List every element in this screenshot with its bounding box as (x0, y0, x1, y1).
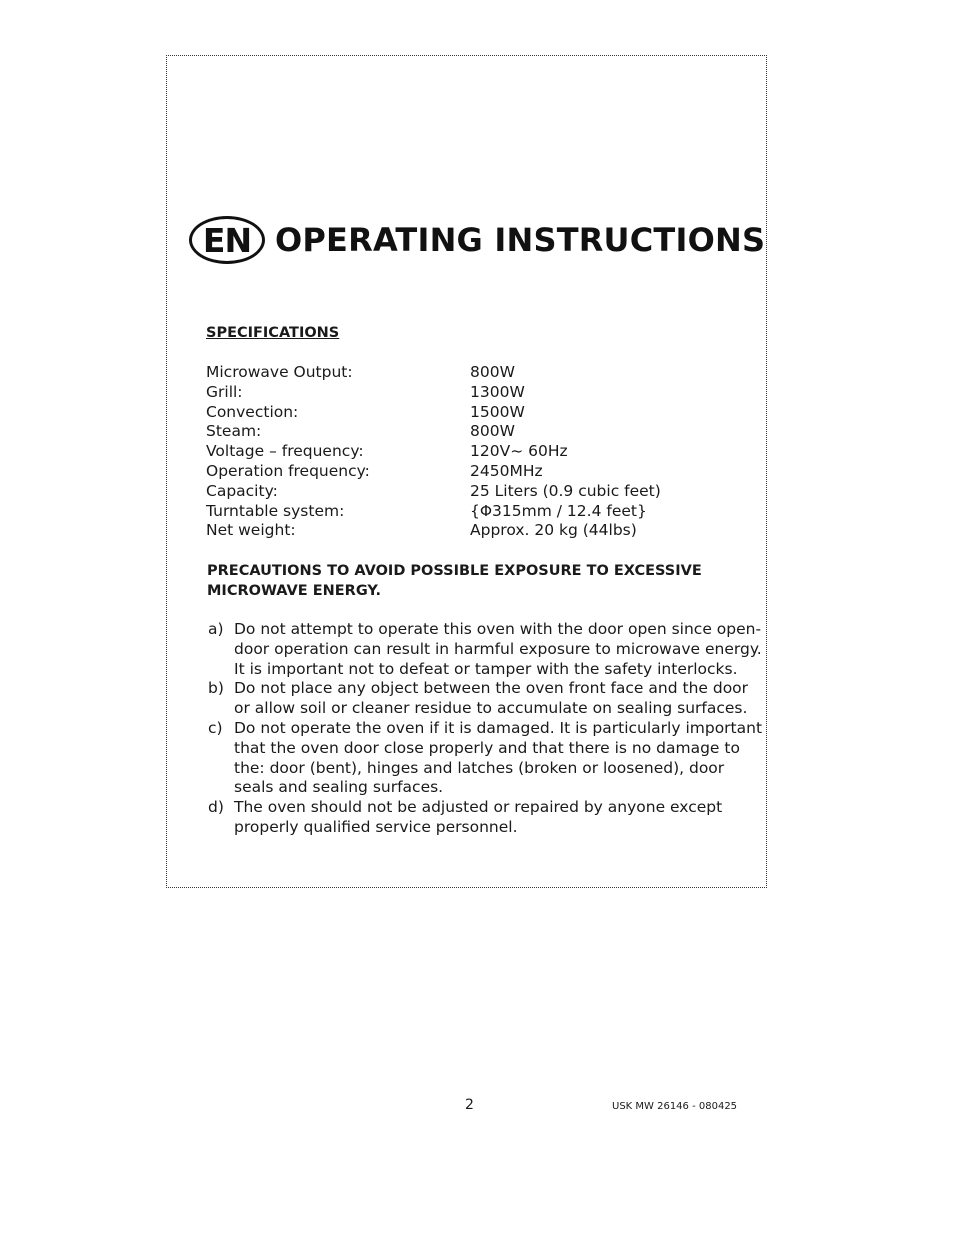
spec-label: Grill: (206, 382, 243, 401)
section-heading (189, 212, 765, 268)
precautions-heading: PRECAUTIONS TO AVOID POSSIBLE EXPOSURE TO EXCESSIVE MICROWAVE ENERGY. (207, 563, 702, 599)
spec-label: Microwave Output: (206, 363, 353, 381)
spec-label: Net weight: (206, 521, 296, 540)
specifications-heading: SPECIFICATIONS (206, 325, 340, 341)
list-item (208, 679, 768, 719)
spec-value: 25 Liters (0.9 cubic feet) (470, 481, 661, 500)
spec-value: 1500W (470, 402, 525, 421)
spec-label: Capacity: (206, 481, 278, 500)
list-item-letter: a) (208, 620, 224, 638)
list-item-text: The oven should not be adjusted or repaired by anyone except properly qualified service personnel. (234, 798, 723, 836)
precautions-list (208, 620, 768, 838)
list-item (208, 798, 768, 838)
spec-value: 1300W (470, 382, 525, 401)
spec-value: 800W (470, 363, 515, 381)
spec-label: Steam: (206, 422, 262, 441)
spec-value: Approx. 20 kg (44lbs) (470, 521, 637, 540)
list-item-letter: b) (208, 679, 224, 698)
spec-label: Voltage – frequency: (206, 442, 364, 461)
list-item-text: Do not operate the oven if it is damaged. It is particularly important that the oven door close properly and that there is no damage to the: door (bent), hinges and latches (broken or loosened), door seals and sealing surfaces. (234, 718, 763, 797)
document-code: USK MW 26146 - 080425 (612, 1101, 738, 1112)
list-item-letter: c) (208, 718, 223, 737)
list-item-letter: d) (208, 798, 224, 817)
spec-value: 800W (470, 422, 515, 441)
page-number: 2 (465, 1097, 474, 1113)
spec-value: 2450MHz (470, 461, 543, 480)
list-item-text: Do not place any object between the oven front face and the door or allow soil or cleaner residue to accumulate on sealing surfaces. (234, 679, 749, 718)
list-item-text: Do not attempt to operate this oven with the door open since open-door operation can result in harmful exposure to microwave energy. It is important not to defeat or tamper with the safety interlocks. (234, 620, 762, 678)
spec-value: {Φ315mm / 12.4 feet} (470, 501, 647, 520)
page-title: OPERATING INSTRUCTIONS (275, 221, 766, 259)
list-item (208, 620, 768, 679)
list-item (208, 719, 768, 798)
spec-label: Turntable system: (206, 501, 345, 520)
language-badge: EN (189, 216, 265, 264)
spec-label: Convection: (206, 402, 299, 421)
spec-value: 120V~ 60Hz (470, 442, 568, 461)
spec-label: Operation frequency: (206, 461, 370, 480)
